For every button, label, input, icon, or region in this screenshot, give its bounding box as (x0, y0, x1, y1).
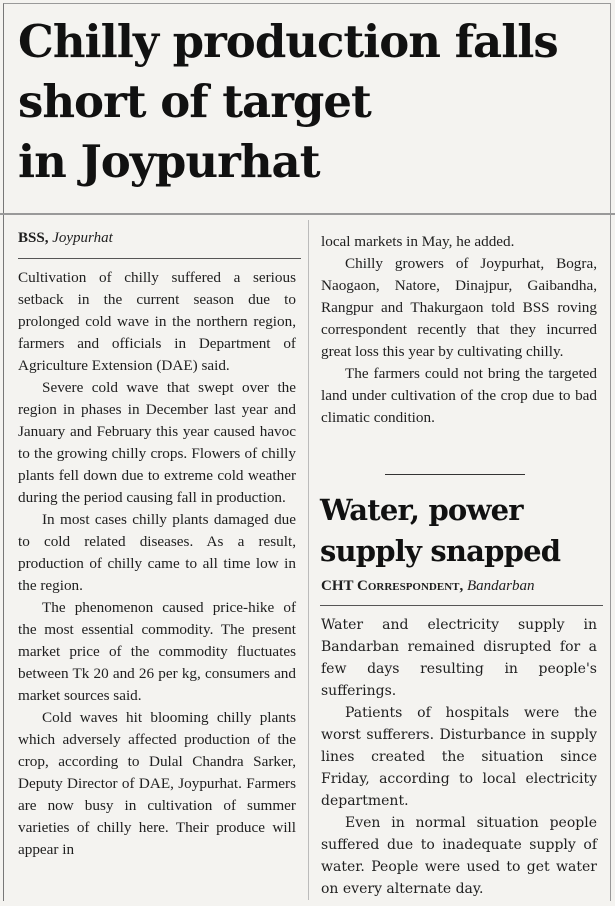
headline-line: supply snapped (320, 534, 561, 568)
article1-headline (18, 12, 608, 192)
byline-org: CHT Correspondent, (321, 578, 464, 594)
headline-line: short of target (18, 75, 371, 128)
byline-place: Bandarban (467, 578, 535, 594)
paragraph: The phenomenon caused price-hike of the most essential commodity. The present market price of the commodity fluctuates between Tk 20 and 26 per kg, consumers and market sources said. (18, 599, 296, 704)
article2-column (321, 614, 597, 900)
column-divider (308, 220, 309, 900)
paragraph: Cold waves hit blooming chilly plants which adversely affected production of the crop, according to Dulal Chandra Sarker, Deputy Director of DAE, Joypurhat. Farmers are now busy in cultivation of summer varieties of chilly here. Their produce will appear in (18, 709, 296, 858)
headline-line: Water, power (320, 493, 523, 527)
paragraph: Severe cold wave that swept over the region in phases in December last year and January and February this year caused havoc to the growing chilly crops. Flowers of chilly plants fell down due to extreme cold weather during the period causing fall in production. (18, 379, 296, 506)
byline-rule (18, 258, 301, 259)
paragraph: In most cases chilly plants damaged due to cold related diseases. As a result, production of chilly came to all time low in the region. (18, 511, 296, 594)
byline-rule (320, 605, 603, 606)
paragraph: The farmers could not bring the targeted land under cultivation of the crop due to bad climatic condition. (321, 365, 597, 426)
article2-byline (321, 578, 535, 595)
byline-org: BSS, (18, 230, 49, 246)
paragraph: Chilly growers of Joypurhat, Bogra, Naogaon, Natore, Dinajpur, Gaibandha, Rangpur and Thakurgaon told BSS roving correspondent recently that they incurred great loss this year by cultivating chilly. (321, 255, 597, 360)
article1-column-1 (18, 267, 296, 861)
headline-line: in Joypurhat (18, 135, 320, 188)
article2-headline (320, 490, 610, 572)
article1-column-2 (321, 231, 597, 429)
paragraph: local markets in May, he added. (321, 233, 515, 250)
headline-line: Chilly production falls (18, 15, 558, 68)
article-separator (385, 474, 525, 475)
headline-rule (0, 213, 615, 215)
paragraph: Water and electricity supply in Bandarban remained disrupted for a few days resulting in people's sufferings. (321, 617, 597, 699)
article1-byline (18, 230, 113, 247)
paragraph: Cultivation of chilly suffered a serious setback in the current season due to prolonged cold wave in the northern region, farmers and officials in Department of Agriculture Extension (DAE) said. (18, 269, 296, 374)
paragraph: Patients of hospitals were the worst sufferers. Disturbance in supply lines created the situation since Friday, according to local electricity department. (321, 705, 597, 809)
paragraph: Even in normal situation people suffered due to inadequate supply of water. People were used to get water on every alternate day. (321, 815, 597, 897)
byline-place: Joypurhat (52, 230, 113, 246)
